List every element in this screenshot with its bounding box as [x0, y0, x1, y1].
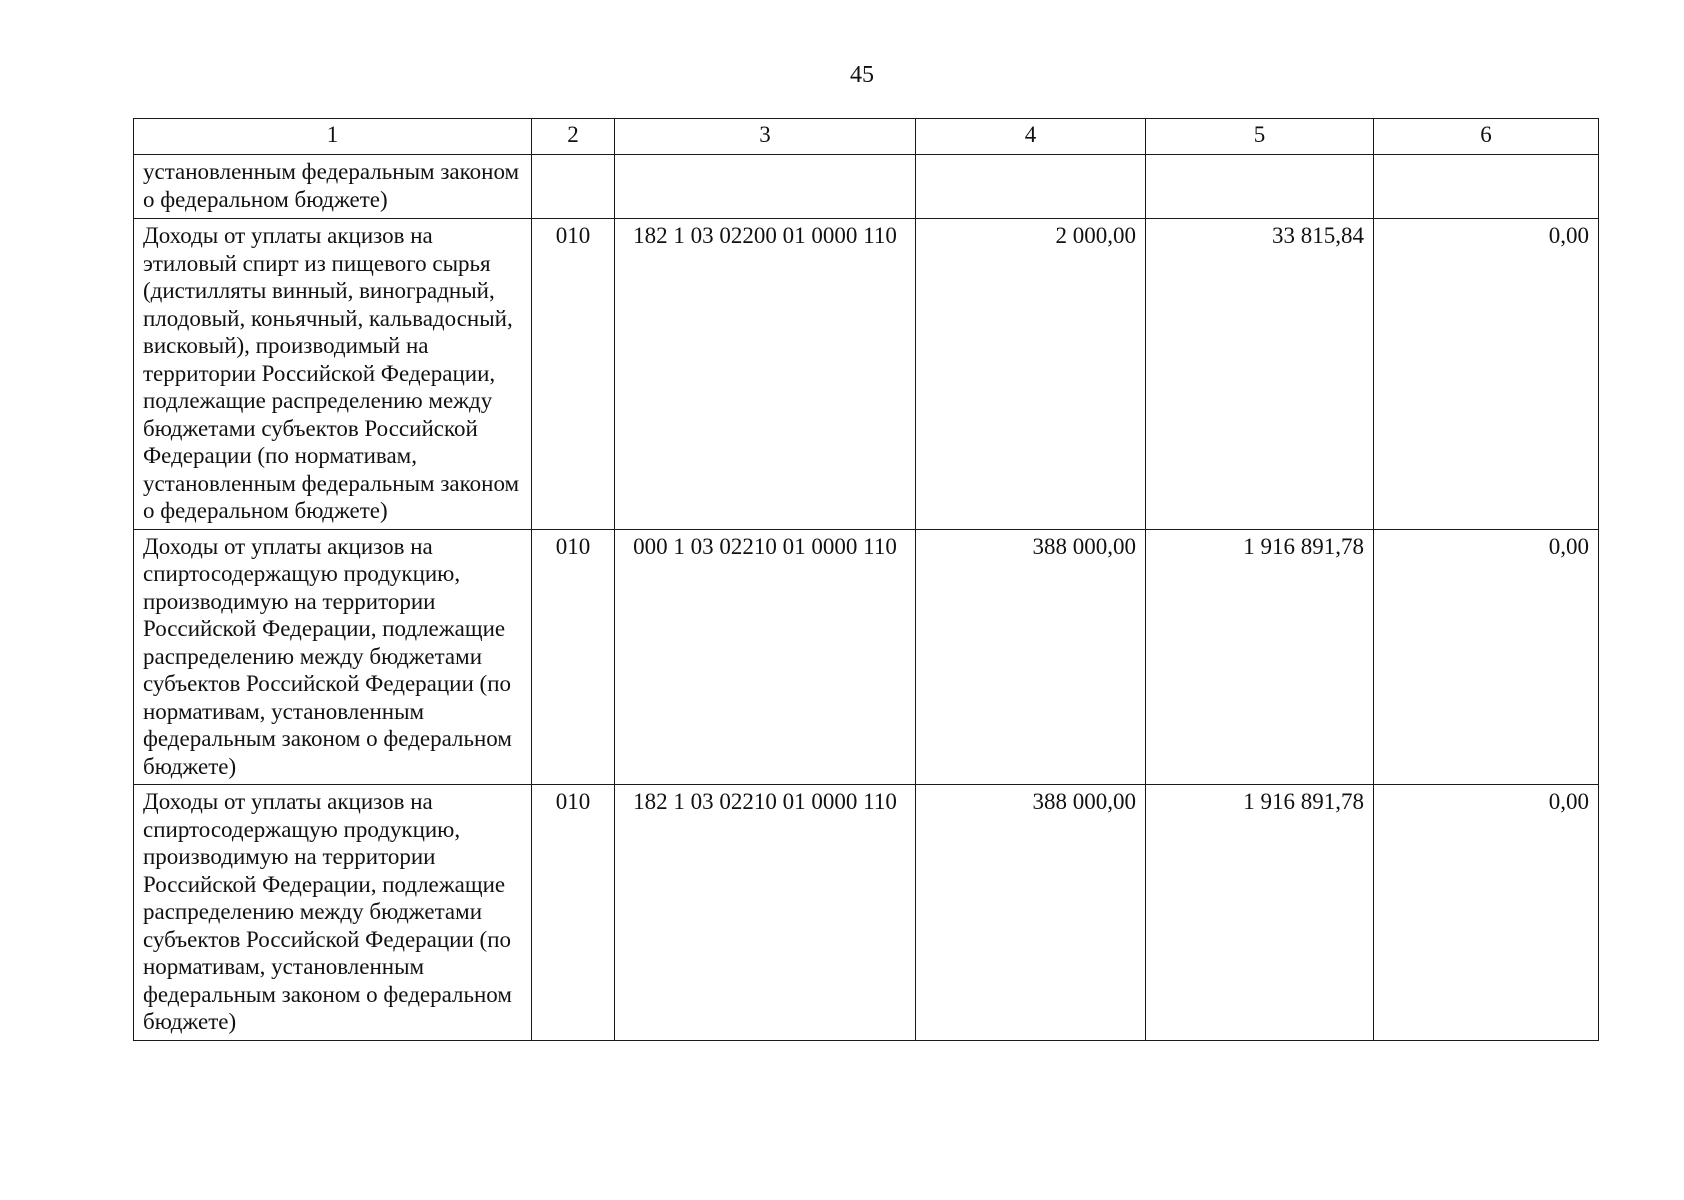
table-row: [134, 155, 1599, 219]
income-name-cell: Доходы от уплаты акцизов на спиртосодержащую продукцию, производимую на территории Российской Федерации, подлежащие распределению между бюджетами субъектов Российской Федерации (по нормативам, установленным федеральным законом о федеральном бюджете): [134, 785, 532, 1041]
table-row: [134, 219, 1599, 530]
admin-code-cell: 010: [532, 529, 615, 785]
plan-amount-cell: 388 000,00: [916, 785, 1146, 1041]
budget-code-cell: 000 1 03 02210 01 0000 110: [615, 529, 916, 785]
plan-amount-cell: [916, 155, 1146, 219]
column-header-1: 1: [134, 119, 532, 155]
income-name-cell: Доходы от уплаты акцизов на этиловый спирт из пищевого сырья (дистилляты винный, виноградный, плодовый, коньячный, кальвадосный, висковый), производимый на территории Российской Федерации, подлежащие распределению между бюджетами субъектов Российской Федерации (по нормативам, установленным федеральным законом о федеральном бюджете): [134, 219, 532, 530]
header-row: [134, 119, 1599, 155]
fact-amount-cell: 1 916 891,78: [1146, 785, 1374, 1041]
page-number: 45: [850, 62, 874, 88]
admin-code-cell: 010: [532, 219, 615, 530]
income-name-cell: установленным федеральным законом о федеральном бюджете): [134, 155, 532, 219]
column-header-4: 4: [916, 119, 1146, 155]
percent-cell: 0,00: [1374, 219, 1599, 530]
plan-amount-cell: 2 000,00: [916, 219, 1146, 530]
fact-amount-cell: 33 815,84: [1146, 219, 1374, 530]
column-header-3: 3: [615, 119, 916, 155]
fact-amount-cell: 1 916 891,78: [1146, 529, 1374, 785]
budget-code-cell: 182 1 03 02210 01 0000 110: [615, 785, 916, 1041]
table-row: [134, 785, 1599, 1041]
admin-code-cell: 010: [532, 785, 615, 1041]
column-header-6: 6: [1374, 119, 1599, 155]
budget-code-cell: [615, 155, 916, 219]
budget-table: [133, 118, 1599, 1041]
plan-amount-cell: 388 000,00: [916, 529, 1146, 785]
percent-cell: 0,00: [1374, 529, 1599, 785]
percent-cell: 0,00: [1374, 785, 1599, 1041]
column-header-5: 5: [1146, 119, 1374, 155]
budget-code-cell: 182 1 03 02200 01 0000 110: [615, 219, 916, 530]
table-row: [134, 529, 1599, 785]
column-header-2: 2: [532, 119, 615, 155]
income-name-cell: Доходы от уплаты акцизов на спиртосодержащую продукцию, производимую на территории Российской Федерации, подлежащие распределению между бюджетами субъектов Российской Федерации (по нормативам, установленным федеральным законом о федеральном бюджете): [134, 529, 532, 785]
admin-code-cell: [532, 155, 615, 219]
fact-amount-cell: [1146, 155, 1374, 219]
percent-cell: [1374, 155, 1599, 219]
